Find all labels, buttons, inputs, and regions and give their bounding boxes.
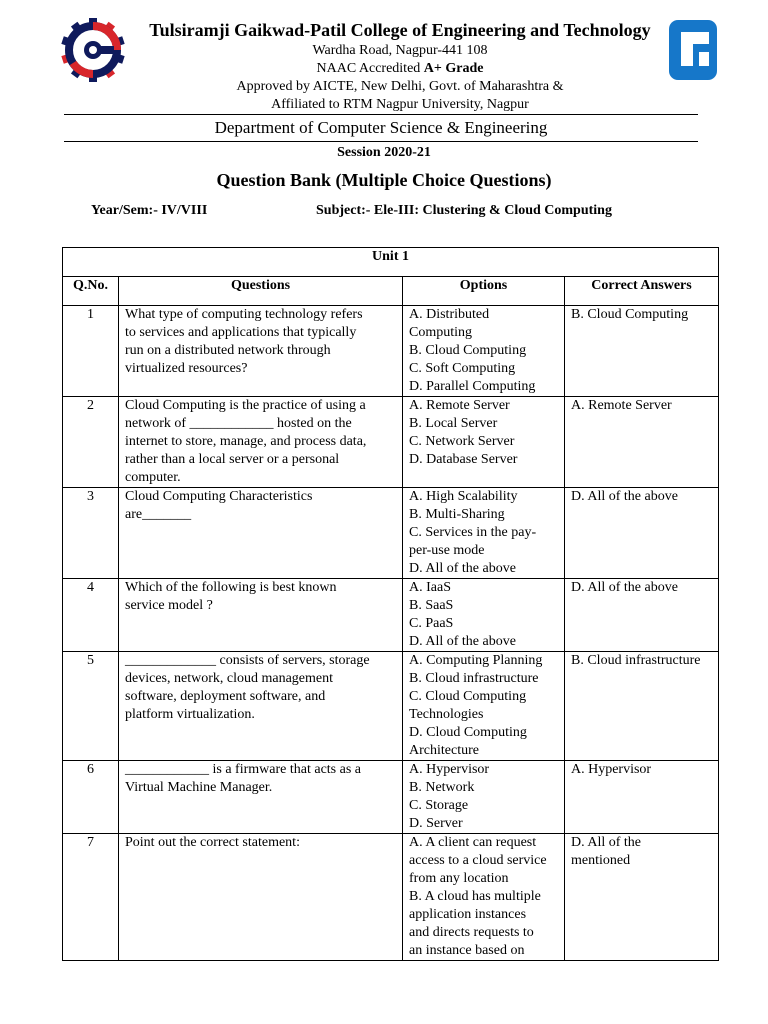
question-text-line: software, deployment software, and	[125, 689, 326, 704]
question-number: 2	[63, 397, 119, 488]
question-options-line: an instance based on	[409, 943, 525, 958]
naac-grade: A+ Grade	[423, 61, 484, 76]
question-options-line: application instances	[409, 907, 527, 922]
question-options-line: B. Cloud Computing	[409, 343, 527, 358]
question-options-line: and directs requests to	[409, 925, 534, 940]
question-number: 7	[63, 834, 119, 961]
session-label: Session 2020-21	[337, 145, 431, 160]
question-options-line: C. Storage	[409, 798, 469, 813]
question-options	[403, 306, 565, 397]
question-row	[63, 488, 719, 579]
question-text-line: rather than a local server or a personal	[125, 452, 340, 467]
question-options	[403, 761, 565, 834]
question-options-line: B. Multi-Sharing	[409, 507, 505, 522]
year-semester: Year/Sem:- IV/VIII	[91, 203, 208, 218]
question-text	[119, 834, 403, 961]
question-text	[119, 488, 403, 579]
header-divider-top	[64, 114, 698, 115]
question-options-line: A. High Scalability	[409, 489, 518, 504]
question-number: 6	[63, 761, 119, 834]
question-options-line: B. SaaS	[409, 598, 454, 613]
question-text-line: internet to store, manage, and process data,	[125, 434, 367, 449]
question-text-line: _____________ consists of servers, storage	[125, 653, 370, 668]
column-header-questions: Questions	[119, 277, 403, 306]
question-text-line: computer.	[125, 470, 181, 485]
question-options-line: Architecture	[409, 743, 479, 758]
correct-answer	[565, 652, 719, 761]
question-options	[403, 488, 565, 579]
question-number: 1	[63, 306, 119, 397]
correct-answer-line: mentioned	[571, 853, 631, 868]
correct-answer-line: A. Remote Server	[571, 398, 672, 413]
question-options-line: C. Soft Computing	[409, 361, 516, 376]
college-header	[130, 18, 670, 114]
question-text-line: network of ____________ hosted on the	[125, 416, 352, 431]
column-header-row	[63, 277, 719, 306]
question-options-line: A. Remote Server	[409, 398, 510, 413]
college-gear-logo	[60, 16, 126, 84]
correct-answer	[565, 834, 719, 961]
question-text	[119, 579, 403, 652]
column-header-options: Options	[403, 277, 565, 306]
unit-label: Unit 1	[63, 248, 719, 277]
correct-answer-line: D. All of the above	[571, 580, 678, 595]
correct-answer-line: B. Cloud infrastructure	[571, 653, 701, 668]
question-options-line: D. Parallel Computing	[409, 379, 536, 394]
question-options-line: A. Distributed	[409, 307, 490, 322]
column-header-answers: Correct Answers	[565, 277, 719, 306]
question-options-line: D. All of the above	[409, 634, 516, 649]
correct-answer	[565, 488, 719, 579]
question-text-line: Virtual Machine Manager.	[125, 780, 273, 795]
question-text-line: to services and applications that typically	[125, 325, 357, 340]
question-options-line: from any location	[409, 871, 509, 886]
question-options-line: D. Database Server	[409, 452, 518, 467]
header-divider-bottom	[64, 141, 698, 142]
unit-header-row	[63, 248, 719, 277]
question-options	[403, 834, 565, 961]
subject-label: Subject:- Ele-III: Clustering & Cloud Computing	[316, 203, 612, 218]
column-header-qno: Q.No.	[63, 277, 119, 306]
question-options-line: access to a cloud service	[409, 853, 547, 868]
question-options-line: B. Network	[409, 780, 475, 795]
question-bank-title: Question Bank (Multiple Choice Questions)	[216, 170, 552, 190]
question-options-line: B. Cloud infrastructure	[409, 671, 539, 686]
question-options-line: C. PaaS	[409, 616, 454, 631]
question-text-line: run on a distributed network through	[125, 343, 331, 358]
question-options	[403, 397, 565, 488]
correct-answer-line: B. Cloud Computing	[571, 307, 689, 322]
question-options	[403, 652, 565, 761]
question-number: 3	[63, 488, 119, 579]
question-number: 4	[63, 579, 119, 652]
college-name: Tulsiramji Gaikwad-Patil College of Engineering and Technology	[149, 20, 651, 40]
correct-answer	[565, 761, 719, 834]
question-options-line: C. Network Server	[409, 434, 515, 449]
question-text-line: virtualized resources?	[125, 361, 248, 376]
question-options-line: A. A client can request	[409, 835, 537, 850]
question-options	[403, 579, 565, 652]
naac-prefix: NAAC Accredited	[316, 61, 424, 76]
correct-answer-line: D. All of the	[571, 835, 641, 850]
question-text-line: are_______	[125, 507, 192, 522]
question-number: 5	[63, 652, 119, 761]
approval-line: Approved by AICTE, New Delhi, Govt. of Maharashtra &	[236, 79, 564, 94]
question-text	[119, 306, 403, 397]
question-row	[63, 306, 719, 397]
question-text-line: What type of computing technology refers	[125, 307, 363, 322]
correct-answer-line: D. All of the above	[571, 489, 678, 504]
question-row	[63, 397, 719, 488]
question-options-line: A. Computing Planning	[409, 653, 543, 668]
question-text-line: platform virtualization.	[125, 707, 255, 722]
question-options-line: C. Cloud Computing	[409, 689, 527, 704]
question-options-line: Computing	[409, 325, 473, 340]
institution-logo	[669, 20, 717, 80]
question-text-line: Cloud Computing Characteristics	[125, 489, 313, 504]
question-options-line: D. Server	[409, 816, 463, 831]
question-row	[63, 579, 719, 652]
question-options-line: per-use mode	[409, 543, 485, 558]
question-options-line: A. Hypervisor	[409, 762, 490, 777]
question-text-line: service model ?	[125, 598, 213, 613]
affiliation-line: Affiliated to RTM Nagpur University, Nagpur	[271, 97, 529, 112]
college-address: Wardha Road, Nagpur-441 108	[312, 43, 488, 58]
question-options-line: B. Local Server	[409, 416, 498, 431]
question-options-line: Technologies	[409, 707, 484, 722]
question-options-line: D. Cloud Computing	[409, 725, 527, 740]
question-text	[119, 652, 403, 761]
question-text-line: Point out the correct statement:	[125, 835, 300, 850]
correct-answer-line: A. Hypervisor	[571, 762, 652, 777]
question-text	[119, 761, 403, 834]
department-name: Department of Computer Science & Engineering	[214, 118, 548, 137]
naac-accreditation	[130, 60, 670, 78]
question-text-line: Cloud Computing is the practice of using a	[125, 398, 366, 413]
question-options-line: D. All of the above	[409, 561, 516, 576]
question-text-line: Which of the following is best known	[125, 580, 337, 595]
correct-answer	[565, 306, 719, 397]
question-text	[119, 397, 403, 488]
question-text-line: ____________ is a firmware that acts as a	[125, 762, 361, 777]
correct-answer	[565, 579, 719, 652]
correct-answer	[565, 397, 719, 488]
question-row	[63, 834, 719, 961]
question-options-line: C. Services in the pay-	[409, 525, 537, 540]
question-bank-table	[62, 247, 719, 961]
question-options-line: A. IaaS	[409, 580, 451, 595]
question-row	[63, 652, 719, 761]
question-options-line: B. A cloud has multiple	[409, 889, 541, 904]
question-text-line: devices, network, cloud management	[125, 671, 333, 686]
question-row	[63, 761, 719, 834]
